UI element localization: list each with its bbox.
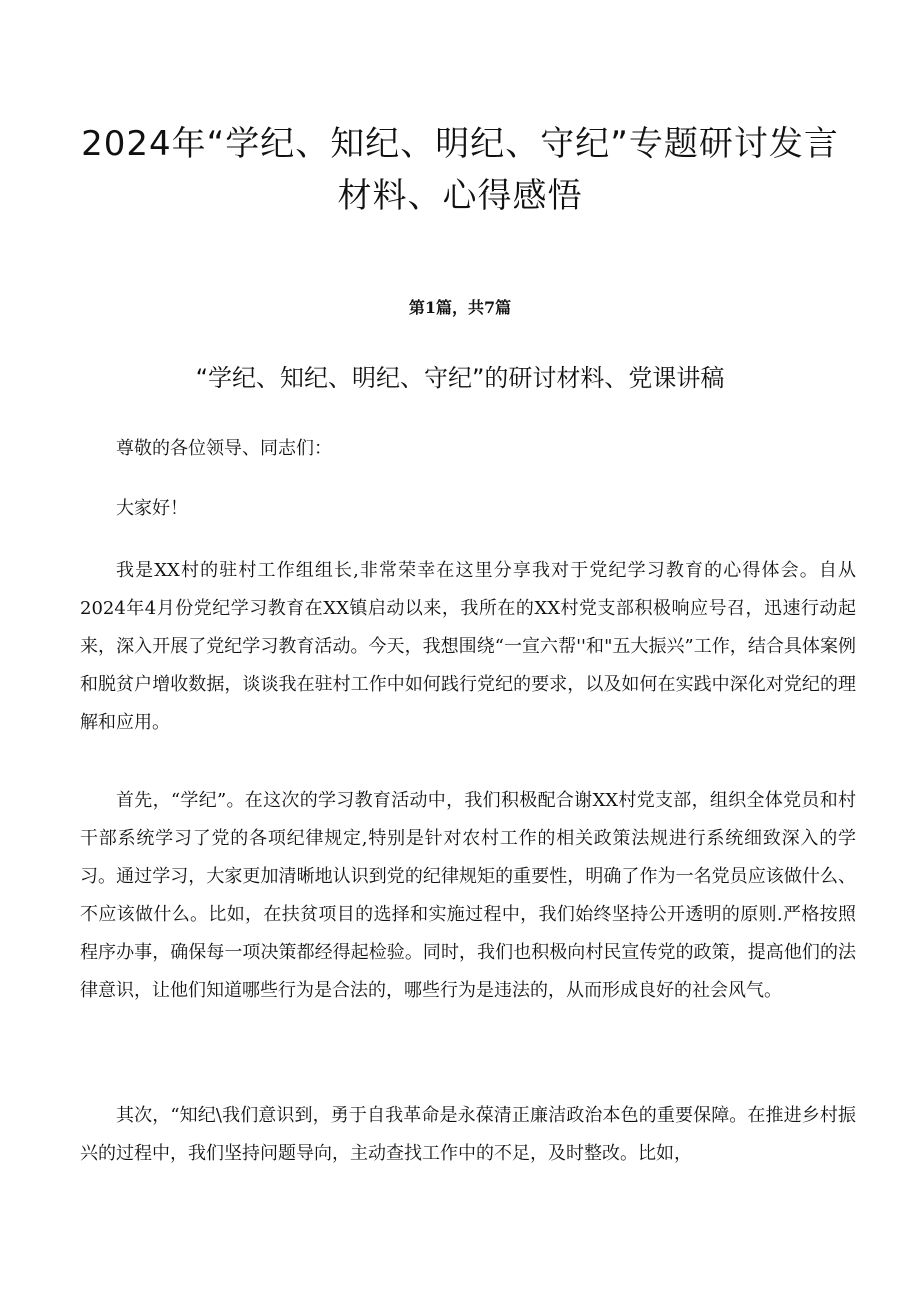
paragraph: 其次，“知纪\我们意识到，勇于自我革命是永葆清正廉洁政治本色的重要保障。在推进乡村振兴的过程中，我们坚持问题导向，主动查找工作中的不足，及时整改。比如， xyxy=(80,1105,856,1164)
greeting: 大家好！ xyxy=(116,498,188,519)
paragraph: 我是XX村的驻村工作组组长,非常荣幸在这里分享我对于党纪学习教育的心得体会。自从2024年4月份党纪学习教育在XX镇启动以来，我所在的XX村党支部积极响应号召，迅速行动起来，深入开展了党纪学习教育活动。今天，我想围绕“一宣六帮''和"五大振兴”工作，结合具体案例和脱贫户增收数据，谈谈我在驻村工作中如何践行党纪的要求，以及如何在实践中深化对党纪的理解和应用。 xyxy=(80,560,856,733)
document-title xyxy=(60,118,860,222)
salutation: 尊敬的各位领导、同志们： xyxy=(116,438,332,459)
part-label: 第1篇，共7篇 xyxy=(408,298,512,317)
document-title-line-1: 2024年“学纪、知纪、明纪、守纪”专题研讨发言 xyxy=(81,124,839,164)
document-title-line-2: 材料、心得感悟 xyxy=(337,176,583,216)
paragraph: 首先，“学纪”。在这次的学习教育活动中，我们积极配合谢XX村党支部，组织全体党员和村干部系统学习了党的各项纪律规定,特别是针对农村工作的相关政策法规进行系统细致深入的学习。通过学习，大家更加清晰地认识到党的纪律规矩的重要性，明确了作为一名党员应该做什么、不应该做什么。比如，在扶贫项目的选择和实施过程中，我们始终坚持公开透明的原则.严格按照程序办事，确保每一项决策都经得起检验。同时，我们也积极向村民宣传党的政策，提高他们的法律意识，让他们知道哪些行为是合法的，哪些行为是违法的，从而形成良好的社会风气。 xyxy=(80,790,856,1001)
section-title: “学纪、知纪、明纪、守纪”的研讨材料、党课讲稿 xyxy=(195,364,725,392)
